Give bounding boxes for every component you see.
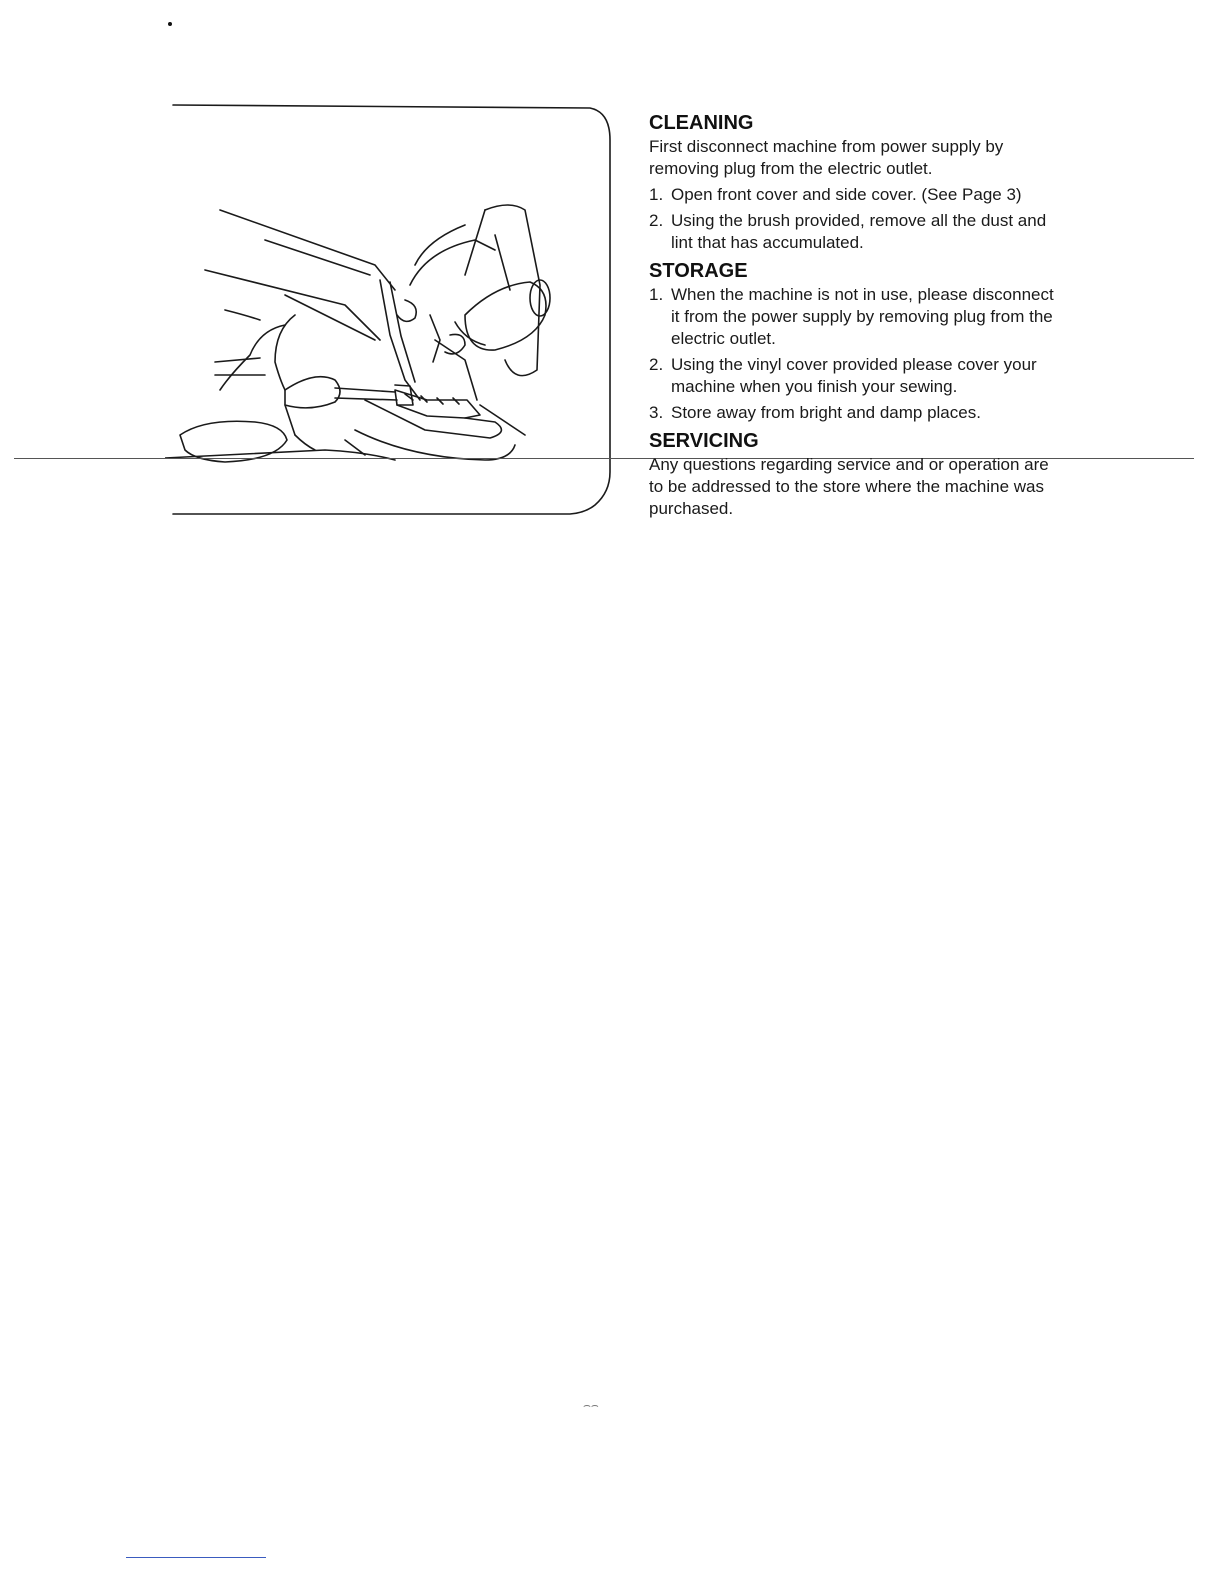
footer-rule [126,1557,266,1558]
brush-handle [285,377,340,408]
presser-foot [395,390,480,418]
step-number: 3. [649,403,664,422]
step-number: 1. [649,285,664,304]
machine-arm [220,210,395,290]
cleaning-heading: CLEANING [649,112,754,134]
cleaning-illustration [165,100,620,525]
knob [465,282,546,350]
scan-speck [168,22,172,26]
instructions-column [649,110,1059,524]
storage-steps [649,284,1059,424]
step-text: Using the vinyl cover provided please cover your machine when you finish your sewing. [671,355,1037,396]
step-number: 2. [649,355,664,374]
needle-bar [380,280,420,400]
list-item [649,184,1059,206]
servicing-text: Any questions regarding service and or operation are to be addressed to the store where the machine was purchased. [649,455,1049,518]
list-item [649,402,1059,424]
step-text: When the machine is not in use, please disconnect it from the power supply by removing plug from the electric outlet. [671,285,1054,348]
step-number: 1. [649,185,664,204]
list-item [649,284,1059,350]
cleaning-intro: First disconnect machine from power supply by removing plug from the electric outlet. [649,137,1004,178]
step-text: Store away from bright and damp places. [671,403,981,422]
page-number-mark: ⌢⌢ [583,1398,599,1412]
step-text: Open front cover and side cover. (See Page 3) [671,185,1022,204]
list-item [649,210,1059,254]
frame-border [173,105,610,514]
step-text: Using the brush provided, remove all the dust and lint that has accumulated. [671,211,1047,252]
step-number: 2. [649,211,664,230]
servicing-heading: SERVICING [649,430,759,452]
list-item [649,354,1059,398]
storage-heading: STORAGE [649,260,748,282]
cleaning-steps [649,184,1059,254]
